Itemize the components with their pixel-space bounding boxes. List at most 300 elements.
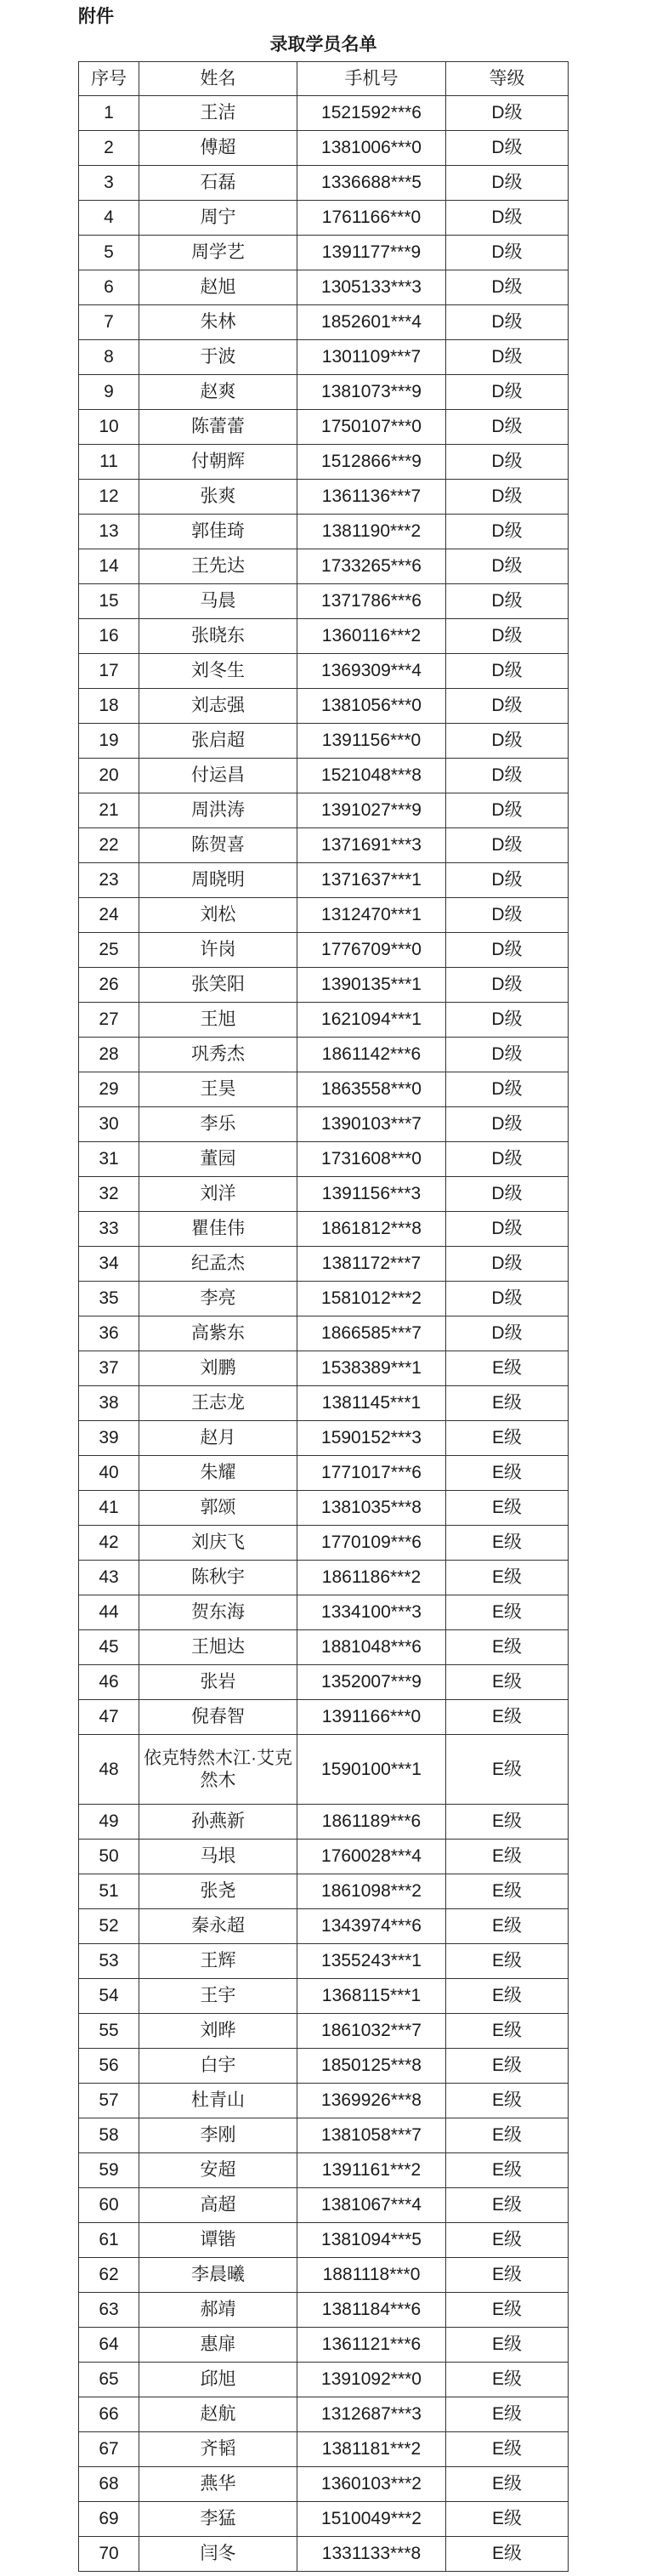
table-row [79,724,569,759]
table-row [79,1107,569,1142]
cell-number: 10 [79,410,139,444]
cell-phone: 1621094***1 [297,1003,446,1037]
cell-name: 惠扉 [139,2328,297,2362]
cell-number: 20 [79,759,139,793]
cell-level: E级 [446,2223,569,2257]
cell-name: 石磊 [139,166,297,200]
cell-name: 张岩 [139,1665,297,1699]
cell-level: E级 [446,1491,569,1525]
cell-number: 66 [79,2397,139,2431]
cell-number: 36 [79,1316,139,1351]
cell-phone: 1301109***7 [297,340,446,374]
table-row [79,549,569,584]
cell-level: E级 [446,2537,569,2571]
table-row [79,1979,569,2014]
cell-phone: 1305133***3 [297,270,446,304]
cell-level: E级 [446,2328,569,2362]
cell-number: 58 [79,2118,139,2152]
cell-level: E级 [446,2432,569,2466]
cell-level: E级 [446,1386,569,1420]
cell-level: E级 [446,1351,569,1385]
cell-name: 巩秀杰 [139,1038,297,1072]
cell-phone: 1381172***7 [297,1247,446,1281]
table-row [79,2118,569,2153]
cell-level: D级 [446,1247,569,1281]
header-cell-number: 序号 [79,62,139,95]
cell-phone: 1391161***2 [297,2153,446,2187]
cell-name: 赵爽 [139,375,297,409]
table-row [79,375,569,410]
cell-level: E级 [446,2153,569,2187]
cell-level: D级 [446,305,569,339]
cell-number: 50 [79,1840,139,1874]
cell-phone: 1881118***0 [297,2258,446,2292]
cell-number: 12 [79,480,139,514]
cell-level: E级 [446,1944,569,1978]
cell-name: 张尧 [139,1874,297,1908]
table-row [79,1840,569,1874]
header-cell-phone: 手机号 [297,62,446,95]
cell-level: E级 [446,2118,569,2152]
cell-name: 刘鹏 [139,1351,297,1385]
cell-name: 谭锴 [139,2223,297,2257]
cell-phone: 1760028***4 [297,1840,446,1874]
cell-name: 李猛 [139,2502,297,2536]
cell-phone: 1731608***0 [297,1142,446,1176]
cell-number: 44 [79,1595,139,1629]
cell-name: 陈蕾蕾 [139,410,297,444]
cell-name: 郭佳琦 [139,515,297,549]
cell-name: 朱耀 [139,1456,297,1490]
cell-name: 王洁 [139,96,297,130]
table-row [79,619,569,654]
table-row [79,1735,569,1805]
cell-name: 燕华 [139,2467,297,2501]
table-row [79,968,569,1003]
cell-number: 30 [79,1107,139,1141]
table-row [79,1351,569,1386]
cell-number: 29 [79,1072,139,1106]
cell-name: 陈贺喜 [139,828,297,862]
cell-phone: 1391166***0 [297,1700,446,1734]
cell-number: 68 [79,2467,139,2501]
header-cell-level: 等级 [446,62,569,95]
cell-number: 59 [79,2153,139,2187]
cell-phone: 1881048***6 [297,1630,446,1664]
cell-phone: 1770109***6 [297,1526,446,1560]
cell-number: 24 [79,898,139,932]
cell-number: 46 [79,1665,139,1699]
cell-level: D级 [446,201,569,235]
admission-table [78,61,569,2572]
table-row [79,270,569,305]
cell-level: E级 [446,2293,569,2327]
cell-name: 傅超 [139,131,297,165]
table-row [79,1142,569,1177]
cell-level: E级 [446,2363,569,2397]
cell-level: E级 [446,2188,569,2222]
cell-name: 刘志强 [139,689,297,723]
cell-name: 张晓东 [139,619,297,653]
table-row [79,1003,569,1038]
cell-number: 25 [79,933,139,967]
cell-number: 13 [79,515,139,549]
cell-level: D级 [446,619,569,653]
cell-name: 邱旭 [139,2363,297,2397]
cell-level: D级 [446,1282,569,1316]
cell-phone: 1312687***3 [297,2397,446,2431]
cell-number: 19 [79,724,139,758]
table-row [79,1072,569,1107]
cell-level: D级 [446,96,569,130]
cell-name: 李乐 [139,1107,297,1141]
cell-phone: 1861189***6 [297,1805,446,1839]
cell-number: 31 [79,1142,139,1176]
table-row [79,201,569,236]
cell-number: 42 [79,1526,139,1560]
cell-phone: 1352007***9 [297,1665,446,1699]
cell-phone: 1361136***7 [297,480,446,514]
cell-level: D级 [446,1177,569,1211]
table-row [79,166,569,201]
cell-level: E级 [446,1561,569,1595]
cell-level: E级 [446,1979,569,2013]
table-row [79,236,569,270]
table-row [79,2293,569,2328]
cell-name: 纪孟杰 [139,1247,297,1281]
table-row [79,2084,569,2118]
cell-number: 21 [79,793,139,827]
cell-level: E级 [446,2084,569,2118]
cell-level: D级 [446,1142,569,1176]
cell-number: 62 [79,2258,139,2292]
cell-phone: 1331133***8 [297,2537,446,2571]
cell-phone: 1750107***0 [297,410,446,444]
cell-phone: 1861812***8 [297,1212,446,1246]
table-row [79,1421,569,1456]
cell-level: E级 [446,1526,569,1560]
cell-number: 34 [79,1247,139,1281]
cell-level: D级 [446,480,569,514]
cell-name: 许岗 [139,933,297,967]
cell-name: 陈秋宇 [139,1561,297,1595]
cell-phone: 1360116***2 [297,619,446,653]
cell-number: 26 [79,968,139,1002]
cell-level: D级 [446,828,569,862]
cell-level: D级 [446,1316,569,1351]
cell-number: 43 [79,1561,139,1595]
cell-number: 23 [79,863,139,897]
cell-name: 齐韬 [139,2432,297,2466]
cell-number: 39 [79,1421,139,1455]
cell-name: 高紫东 [139,1316,297,1351]
cell-level: E级 [446,1805,569,1839]
table-row [79,480,569,515]
cell-number: 33 [79,1212,139,1246]
cell-phone: 1368115***1 [297,1979,446,2013]
table-row [79,131,569,166]
cell-number: 64 [79,2328,139,2362]
cell-name: 王旭达 [139,1630,297,1664]
cell-level: D级 [446,1003,569,1037]
cell-phone: 1581012***2 [297,1282,446,1316]
cell-number: 35 [79,1282,139,1316]
cell-name: 付朝辉 [139,445,297,479]
cell-phone: 1355243***1 [297,1944,446,1978]
cell-level: D级 [446,375,569,409]
cell-level: D级 [446,584,569,618]
page-title: 录取学员名单 [269,35,377,54]
table-row [79,410,569,445]
cell-phone: 1371637***1 [297,863,446,897]
cell-phone: 1369309***4 [297,654,446,688]
cell-name: 马垠 [139,1840,297,1874]
attachment-label: 附件 [78,7,114,26]
table-row [79,654,569,689]
cell-phone: 1381006***0 [297,131,446,165]
table-row [79,2188,569,2223]
cell-number: 27 [79,1003,139,1037]
table-row [79,2467,569,2502]
cell-level: D级 [446,898,569,932]
cell-level: E级 [446,1735,569,1804]
cell-phone: 1866585***7 [297,1316,446,1351]
cell-phone: 1361121***6 [297,2328,446,2362]
cell-phone: 1390103***7 [297,1107,446,1141]
cell-phone: 1861142***6 [297,1038,446,1072]
cell-name: 贺东海 [139,1595,297,1629]
table-row [79,2432,569,2467]
cell-name: 王先达 [139,549,297,583]
cell-name: 李亮 [139,1282,297,1316]
cell-level: D级 [446,759,569,793]
cell-phone: 1381058***7 [297,2118,446,2152]
cell-name: 赵航 [139,2397,297,2431]
cell-number: 52 [79,1909,139,1943]
cell-number: 2 [79,131,139,165]
cell-name: 白宇 [139,2049,297,2083]
cell-phone: 1852601***4 [297,305,446,339]
cell-phone: 1371786***6 [297,584,446,618]
cell-number: 3 [79,166,139,200]
cell-name: 于波 [139,340,297,374]
cell-number: 5 [79,236,139,270]
cell-level: D级 [446,1107,569,1141]
cell-phone: 1761166***0 [297,201,446,235]
cell-name: 董园 [139,1142,297,1176]
cell-name: 刘庆飞 [139,1526,297,1560]
table-row [79,1630,569,1665]
cell-level: E级 [446,1700,569,1734]
cell-phone: 1381073***9 [297,375,446,409]
cell-name: 张爽 [139,480,297,514]
cell-level: D级 [446,166,569,200]
table-row [79,2537,569,2572]
cell-name: 周宁 [139,201,297,235]
cell-number: 55 [79,2014,139,2048]
cell-level: E级 [446,1909,569,1943]
cell-number: 61 [79,2223,139,2257]
table-row [79,340,569,375]
cell-phone: 1334100***3 [297,1595,446,1629]
cell-name: 杜青山 [139,2084,297,2118]
cell-name: 郭颂 [139,1491,297,1525]
table-row [79,1491,569,1526]
table-row [79,933,569,968]
table-row [79,1561,569,1595]
cell-name: 李刚 [139,2118,297,2152]
cell-phone: 1381094***5 [297,2223,446,2257]
table-row [79,2153,569,2188]
cell-level: D级 [446,515,569,549]
cell-name: 张启超 [139,724,297,758]
cell-level: D级 [446,236,569,270]
cell-phone: 1381145***1 [297,1386,446,1420]
table-row [79,863,569,898]
cell-name: 刘洋 [139,1177,297,1211]
table-row [79,2397,569,2432]
table-row [79,1944,569,1979]
cell-number: 18 [79,689,139,723]
cell-name: 安超 [139,2153,297,2187]
cell-level: D级 [446,1212,569,1246]
cell-level: D级 [446,410,569,444]
cell-name: 依克特然木江·艾克然木 [139,1735,297,1804]
cell-number: 40 [79,1456,139,1490]
cell-number: 47 [79,1700,139,1734]
cell-phone: 1510049***2 [297,2502,446,2536]
cell-level: D级 [446,340,569,374]
cell-level: D级 [446,689,569,723]
cell-phone: 1733265***6 [297,549,446,583]
table-row [79,1909,569,1944]
cell-number: 32 [79,1177,139,1211]
cell-level: D级 [446,654,569,688]
header-cell-name: 姓名 [139,62,297,95]
cell-number: 28 [79,1038,139,1072]
cell-level: E级 [446,1665,569,1699]
table-row [79,1805,569,1840]
table-row [79,584,569,619]
cell-phone: 1861032***7 [297,2014,446,2048]
cell-level: D级 [446,445,569,479]
cell-phone: 1521592***6 [297,96,446,130]
cell-phone: 1390135***1 [297,968,446,1002]
table-row [79,2014,569,2049]
table-row [79,2223,569,2258]
cell-level: E级 [446,2258,569,2292]
cell-name: 闫冬 [139,2537,297,2571]
cell-phone: 1343974***6 [297,1909,446,1943]
table-row [79,1177,569,1212]
cell-name: 赵旭 [139,270,297,304]
cell-name: 倪春智 [139,1700,297,1734]
cell-name: 郝靖 [139,2293,297,2327]
table-row [79,2258,569,2293]
table-row [79,1595,569,1630]
table-row [79,759,569,793]
cell-number: 16 [79,619,139,653]
cell-phone: 1381056***0 [297,689,446,723]
cell-number: 60 [79,2188,139,2222]
cell-phone: 1512866***9 [297,445,446,479]
cell-name: 周晓明 [139,863,297,897]
table-row [79,1700,569,1735]
cell-phone: 1863558***0 [297,1072,446,1106]
cell-number: 37 [79,1351,139,1385]
cell-level: E级 [446,1874,569,1908]
cell-level: D级 [446,793,569,827]
cell-phone: 1861186***2 [297,1561,446,1595]
table-row [79,445,569,480]
cell-name: 张笑阳 [139,968,297,1002]
cell-number: 14 [79,549,139,583]
table-row [79,828,569,863]
table-row [79,2328,569,2363]
cell-name: 秦永超 [139,1909,297,1943]
cell-phone: 1391027***9 [297,793,446,827]
cell-number: 9 [79,375,139,409]
table-row [79,1874,569,1909]
cell-level: D级 [446,131,569,165]
cell-phone: 1381181***2 [297,2432,446,2466]
cell-name: 朱林 [139,305,297,339]
cell-name: 周洪涛 [139,793,297,827]
table-row [79,1316,569,1351]
cell-number: 4 [79,201,139,235]
cell-phone: 1771017***6 [297,1456,446,1490]
table-row [79,793,569,828]
cell-level: E级 [446,2467,569,2501]
cell-number: 56 [79,2049,139,2083]
cell-name: 王志龙 [139,1386,297,1420]
cell-level: E级 [446,2397,569,2431]
cell-phone: 1590100***1 [297,1735,446,1804]
cell-level: D级 [446,968,569,1002]
cell-name: 赵月 [139,1421,297,1455]
cell-level: D级 [446,1038,569,1072]
cell-level: E级 [446,2049,569,2083]
cell-number: 65 [79,2363,139,2397]
table-row [79,1212,569,1247]
cell-phone: 1381035***8 [297,1491,446,1525]
cell-number: 8 [79,340,139,374]
cell-number: 17 [79,654,139,688]
cell-number: 63 [79,2293,139,2327]
table-row [79,689,569,724]
cell-number: 38 [79,1386,139,1420]
cell-name: 付运昌 [139,759,297,793]
cell-level: D级 [446,270,569,304]
table-row [79,1665,569,1700]
cell-level: E级 [446,1630,569,1664]
cell-name: 马晨 [139,584,297,618]
table-row [79,515,569,549]
table-row [79,96,569,131]
cell-number: 51 [79,1874,139,1908]
cell-phone: 1850125***8 [297,2049,446,2083]
cell-phone: 1369926***8 [297,2084,446,2118]
cell-level: D级 [446,863,569,897]
cell-number: 45 [79,1630,139,1664]
cell-phone: 1776709***0 [297,933,446,967]
cell-name: 刘晔 [139,2014,297,2048]
cell-number: 57 [79,2084,139,2118]
cell-number: 48 [79,1735,139,1804]
table-row [79,1038,569,1072]
cell-number: 15 [79,584,139,618]
cell-level: D级 [446,933,569,967]
